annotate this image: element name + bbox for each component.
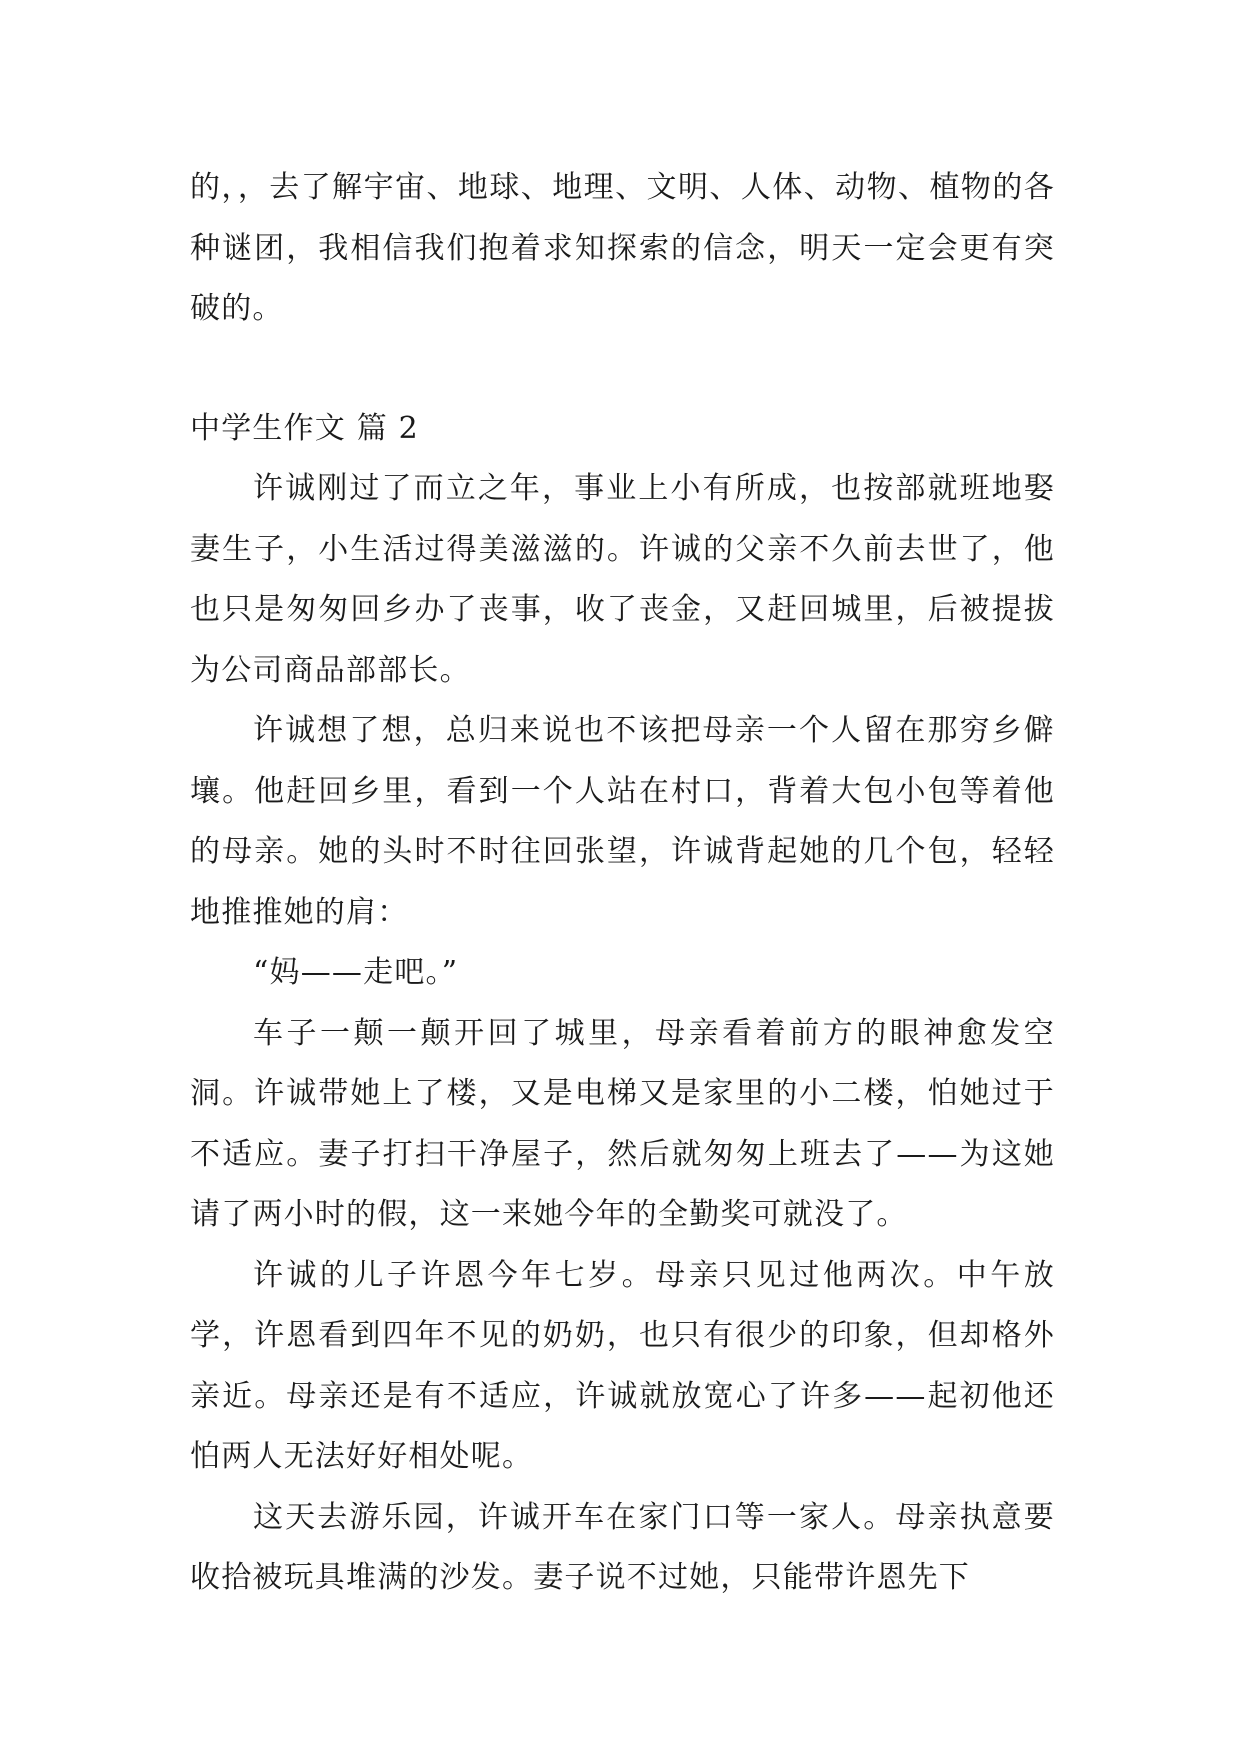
body-paragraph: 许诚的儿子许恩今年七岁。母亲只见过他两次。中午放学，许恩看到四年不见的奶奶，也只有很少的印象，但却格外亲近。母亲还是有不适应，许诚就放宽心了许多——起初他还怕两人无法好好相处呢。 xyxy=(190,1257,1055,1474)
body-paragraph: 车子一颠一颠开回了城里，母亲看着前方的眼神愈发空洞。许诚带她上了楼，又是电梯又是家里的小二楼，怕她过于不适应。妻子打扫干净屋子，然后就匆匆上班去了——为这她请了两小时的假，这一来她今年的全勤奖可就没了。 xyxy=(190,1015,1055,1232)
body-paragraph: 这天去游乐园，许诚开车在家门口等一家人。母亲执意要收拾被玩具堆满的沙发。妻子说不过她，只能带许恩先下 xyxy=(190,1499,1055,1595)
section-heading: 中学生作文 篇 2 xyxy=(190,410,419,446)
body-paragraph: 许诚刚过了而立之年，事业上小有所成，也按部就班地娶妻生子，小生活过得美滋滋的。许诚的父亲不久前去世了，他也只是匆匆回乡办了丧事，收了丧金，又赶回城里，后被提拔为公司商品部部长。 xyxy=(190,471,1055,688)
document-page xyxy=(190,158,1055,1609)
body-paragraph: 许诚想了想，总归来说也不该把母亲一个人留在那穷乡僻壤。他赶回乡里，看到一个人站在村口，背着大包小包等着他的母亲。她的头时不时往回张望，许诚背起她的几个包，轻轻地推推她的肩： xyxy=(190,713,1055,930)
opening-paragraph: 的，，去了解宇宙、地球、地理、文明、人体、动物、植物的各种谜团，我相信我们抱着求知探索的信念，明天一定会更有突破的。 xyxy=(190,170,1055,326)
dialogue-paragraph: “妈——走吧。” xyxy=(253,955,459,990)
